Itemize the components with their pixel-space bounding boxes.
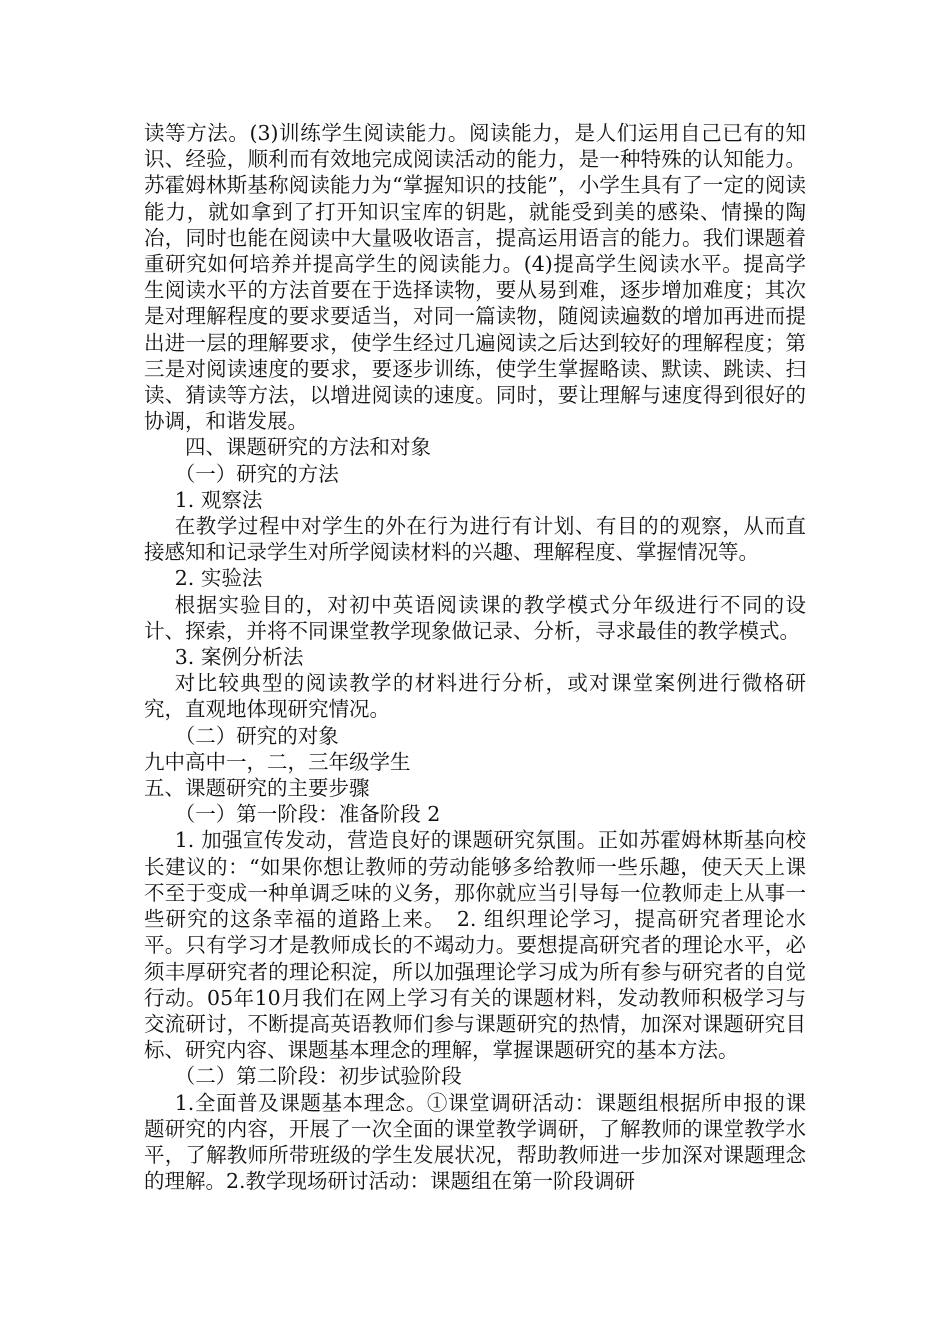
body-paragraph-observation: 在教学过程中对学生的外在行为进行有计划、有目的的观察，从而直接感知和记录学生对所学阅读材料的兴趣、理解程度、掌握情况等。 (144, 514, 806, 565)
subsection-heading-stage-one: （一）第一阶段：准备阶段 2 (174, 802, 441, 827)
body-paragraph-stage-one: 1. 加强宣传发动，营造良好的课题研究氛围。正如苏霍姆林斯基向校长建议的：“如果你想让教师的劳动能够多给教师一些乐趣，使天天上课不至于变成一种单调乏味的义务，那你就应当引导每一位教师走上从事一些研究的这条幸福的道路上来。 2. 组织理论学习，提高研究者理论水平。只有学习才是教师成长的不竭动力。要想提高研究者的理论水平，必须丰厚研究者的理论积淀，所以加强理论学习成为所有参与研究者的自觉行动。05年10月我们在网上学习有关的课题材料，发动教师积极学习与交流研讨，不断提高英语教师们参与课题研究的热情，加深对课题研究目标、研究内容、课题基本理念的理解，掌握课题研究的基本方法。 (144, 828, 806, 1063)
subsection-heading-methods: （一）研究的方法 (174, 461, 339, 486)
body-paragraph-subjects: 九中高中一，二，三年级学生 (144, 749, 411, 774)
body-paragraph-stage-two: 1.全面普及课题基本理念。①课堂调研活动：课题组根据所申报的课题研究的内容，开展了一次全面的课堂教学调研，了解教师的课堂教学水平，了解教师所带班级的学生发展状况，帮助教师进一步加深对课题理念的理解。2.教学现场研讨活动：课题组在第一阶段调研 (144, 1090, 806, 1194)
method-heading-case-analysis: 3. 案例分析法 (174, 645, 304, 670)
section-heading-main-steps: 五、课题研究的主要步骤 (144, 776, 370, 801)
body-paragraph-case-analysis: 对比较典型的阅读教学的材料进行分析，或对课堂案例进行微格研究，直观地体现研究情况。 (144, 671, 806, 722)
subsection-heading-subjects: （二）研究的对象 (174, 723, 339, 748)
body-paragraph-experiment: 根据实验目的，对初中英语阅读课的教学模式分年级进行不同的设计、探索，并将不同课堂教学现象做记录、分析，寻求最佳的教学模式。 (144, 592, 806, 643)
body-paragraph-reading-ability: 读等方法。(3)训练学生阅读能力。阅读能力，是人们运用自己已有的知识、经验，顺利而有效地完成阅读活动的能力，是一种特殊的认知能力。苏霍姆林斯基称阅读能力为“掌握知识的技能”，小学生具有了一定的阅读能力，就如拿到了打开知识宝库的钥匙，就能受到美的感染、情操的陶冶，同时也能在阅读中大量吸收语言，提高运用语言的能力。我们课题着重研究如何培养并提高学生的阅读能力。(4)提高学生阅读水平。提高学生阅读水平的方法首要在于选择读物，要从易到难，逐步增加难度；其次是对理解程度的要求要适当，对同一篇读物，随阅读遍数的增加再进而提出进一层的理解要求，使学生经过几遍阅读之后达到较好的理解程度；第三是对阅读速度的要求，要逐步训练，使学生掌握略读、默读、跳读、扫读、猜读等方法，以增进阅读的速度。同时，要让理解与速度得到很好的协调，和谐发展。 (144, 121, 806, 434)
method-heading-experiment: 2. 实验法 (174, 566, 263, 591)
subsection-heading-stage-two: （二）第二阶段：初步试验阶段 (174, 1064, 462, 1089)
section-heading-methods-and-subjects: 四、课题研究的方法和对象 (185, 435, 431, 460)
document-page (144, 120, 806, 1194)
method-heading-observation: 1. 观察法 (174, 487, 263, 512)
